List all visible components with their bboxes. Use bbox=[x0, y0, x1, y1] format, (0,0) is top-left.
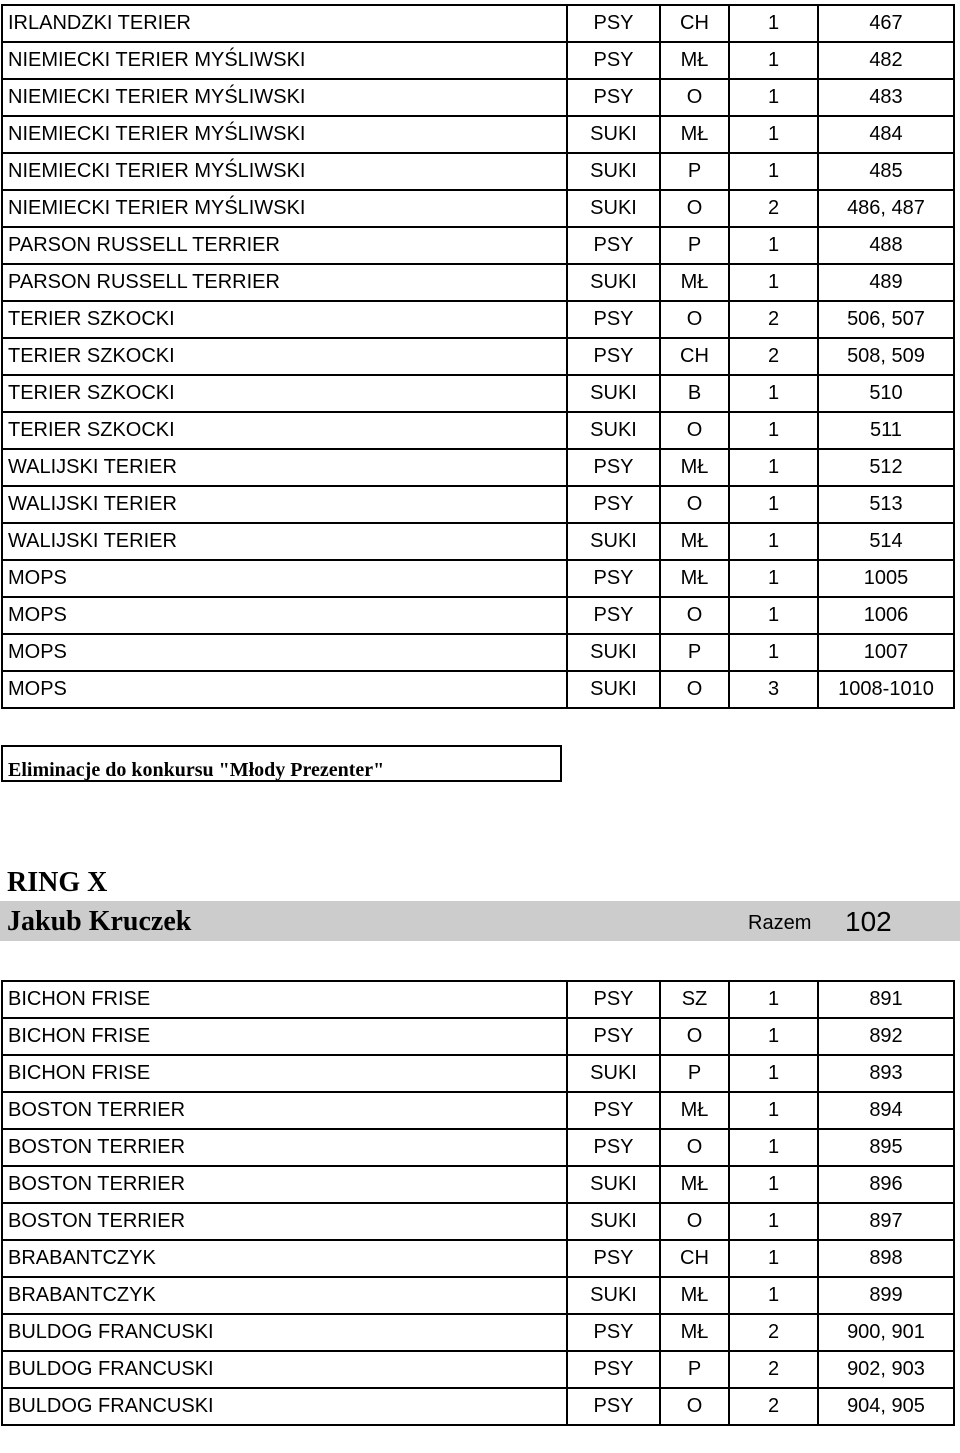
numbers-cell: 488 bbox=[818, 227, 954, 264]
class-cell: MŁ bbox=[660, 560, 729, 597]
breed-cell: MOPS bbox=[2, 597, 567, 634]
class-cell: MŁ bbox=[660, 42, 729, 79]
class-cell: O bbox=[660, 671, 729, 708]
table-row bbox=[2, 523, 954, 560]
class-cell: P bbox=[660, 634, 729, 671]
count-cell: 2 bbox=[729, 190, 818, 227]
class-cell: MŁ bbox=[660, 523, 729, 560]
count-cell: 1 bbox=[729, 1203, 818, 1240]
numbers-cell: 506, 507 bbox=[818, 301, 954, 338]
class-cell: O bbox=[660, 412, 729, 449]
total-value: 102 bbox=[845, 906, 892, 937]
numbers-cell: 486, 487 bbox=[818, 190, 954, 227]
class-cell: CH bbox=[660, 5, 729, 42]
count-cell: 1 bbox=[729, 981, 818, 1018]
table-row bbox=[2, 264, 954, 301]
breed-cell: BOSTON TERRIER bbox=[2, 1129, 567, 1166]
sex-cell: SUKI bbox=[567, 634, 660, 671]
sex-cell: SUKI bbox=[567, 1055, 660, 1092]
breed-cell: BULDOG FRANCUSKI bbox=[2, 1314, 567, 1351]
table-row bbox=[2, 79, 954, 116]
sex-cell: PSY bbox=[567, 301, 660, 338]
count-cell: 2 bbox=[729, 1314, 818, 1351]
breed-cell: TERIER SZKOCKI bbox=[2, 338, 567, 375]
numbers-cell: 894 bbox=[818, 1092, 954, 1129]
numbers-cell: 485 bbox=[818, 153, 954, 190]
class-cell: O bbox=[660, 1203, 729, 1240]
table-row bbox=[2, 5, 954, 42]
table-row bbox=[2, 1277, 954, 1314]
count-cell: 1 bbox=[729, 560, 818, 597]
class-cell: O bbox=[660, 79, 729, 116]
numbers-cell: 484 bbox=[818, 116, 954, 153]
table-row bbox=[2, 301, 954, 338]
table-row bbox=[2, 1166, 954, 1203]
table-row bbox=[2, 153, 954, 190]
count-cell: 1 bbox=[729, 227, 818, 264]
class-cell: P bbox=[660, 1055, 729, 1092]
sex-cell: SUKI bbox=[567, 671, 660, 708]
sex-cell: SUKI bbox=[567, 1203, 660, 1240]
breed-cell: NIEMIECKI TERIER MYŚLIWSKI bbox=[2, 42, 567, 79]
numbers-cell: 891 bbox=[818, 981, 954, 1018]
sex-cell: PSY bbox=[567, 560, 660, 597]
class-cell: B bbox=[660, 375, 729, 412]
sex-cell: SUKI bbox=[567, 523, 660, 560]
breed-cell: TERIER SZKOCKI bbox=[2, 301, 567, 338]
count-cell: 1 bbox=[729, 1129, 818, 1166]
count-cell: 2 bbox=[729, 338, 818, 375]
sex-cell: PSY bbox=[567, 1351, 660, 1388]
ring-title: RING X bbox=[7, 867, 108, 898]
breed-cell: NIEMIECKI TERIER MYŚLIWSKI bbox=[2, 190, 567, 227]
breed-cell: BRABANTCZYK bbox=[2, 1277, 567, 1314]
count-cell: 1 bbox=[729, 153, 818, 190]
class-cell: P bbox=[660, 1351, 729, 1388]
breed-cell: TERIER SZKOCKI bbox=[2, 412, 567, 449]
numbers-cell: 1005 bbox=[818, 560, 954, 597]
sex-cell: PSY bbox=[567, 338, 660, 375]
numbers-cell: 1007 bbox=[818, 634, 954, 671]
breed-schedule-table-2 bbox=[1, 980, 955, 1426]
count-cell: 1 bbox=[729, 1092, 818, 1129]
sex-cell: PSY bbox=[567, 5, 660, 42]
table-row bbox=[2, 1240, 954, 1277]
breed-cell: BULDOG FRANCUSKI bbox=[2, 1388, 567, 1425]
numbers-cell: 510 bbox=[818, 375, 954, 412]
class-cell: O bbox=[660, 301, 729, 338]
sex-cell: PSY bbox=[567, 79, 660, 116]
table-row bbox=[2, 1129, 954, 1166]
table-row bbox=[2, 560, 954, 597]
breed-schedule-body-1 bbox=[2, 5, 954, 708]
count-cell: 2 bbox=[729, 301, 818, 338]
count-cell: 1 bbox=[729, 1166, 818, 1203]
sex-cell: PSY bbox=[567, 1018, 660, 1055]
breed-cell: BOSTON TERRIER bbox=[2, 1166, 567, 1203]
breed-cell: BOSTON TERRIER bbox=[2, 1092, 567, 1129]
class-cell: O bbox=[660, 1018, 729, 1055]
class-cell: MŁ bbox=[660, 1277, 729, 1314]
sex-cell: PSY bbox=[567, 486, 660, 523]
breed-cell: WALIJSKI TERIER bbox=[2, 449, 567, 486]
table-row bbox=[2, 1388, 954, 1425]
table-row bbox=[2, 190, 954, 227]
count-cell: 1 bbox=[729, 79, 818, 116]
total-label: Razem bbox=[748, 912, 812, 934]
sex-cell: SUKI bbox=[567, 375, 660, 412]
breed-cell: NIEMIECKI TERIER MYŚLIWSKI bbox=[2, 116, 567, 153]
count-cell: 2 bbox=[729, 1388, 818, 1425]
count-cell: 1 bbox=[729, 597, 818, 634]
count-cell: 1 bbox=[729, 523, 818, 560]
breed-cell: BICHON FRISE bbox=[2, 1018, 567, 1055]
breed-cell: BULDOG FRANCUSKI bbox=[2, 1351, 567, 1388]
numbers-cell: 900, 901 bbox=[818, 1314, 954, 1351]
breed-cell: BOSTON TERRIER bbox=[2, 1203, 567, 1240]
numbers-cell: 902, 903 bbox=[818, 1351, 954, 1388]
breed-cell: IRLANDZKI TERIER bbox=[2, 5, 567, 42]
breed-schedule-body-2 bbox=[2, 981, 954, 1425]
table-row bbox=[2, 634, 954, 671]
table-row bbox=[2, 1351, 954, 1388]
judge-name: Jakub Kruczek bbox=[7, 906, 192, 937]
sex-cell: SUKI bbox=[567, 1166, 660, 1203]
sex-cell: SUKI bbox=[567, 190, 660, 227]
breed-cell: MOPS bbox=[2, 671, 567, 708]
numbers-cell: 489 bbox=[818, 264, 954, 301]
numbers-cell: 1008-1010 bbox=[818, 671, 954, 708]
sex-cell: SUKI bbox=[567, 116, 660, 153]
sex-cell: SUKI bbox=[567, 1277, 660, 1314]
table-row bbox=[2, 412, 954, 449]
sex-cell: PSY bbox=[567, 227, 660, 264]
sex-cell: SUKI bbox=[567, 264, 660, 301]
breed-cell: NIEMIECKI TERIER MYŚLIWSKI bbox=[2, 153, 567, 190]
numbers-cell: 467 bbox=[818, 5, 954, 42]
table-row bbox=[2, 42, 954, 79]
class-cell: O bbox=[660, 190, 729, 227]
class-cell: SZ bbox=[660, 981, 729, 1018]
table-row bbox=[2, 1018, 954, 1055]
sex-cell: PSY bbox=[567, 449, 660, 486]
numbers-cell: 513 bbox=[818, 486, 954, 523]
count-cell: 3 bbox=[729, 671, 818, 708]
sex-cell: SUKI bbox=[567, 412, 660, 449]
numbers-cell: 893 bbox=[818, 1055, 954, 1092]
table-row bbox=[2, 116, 954, 153]
table-row bbox=[2, 1314, 954, 1351]
numbers-cell: 1006 bbox=[818, 597, 954, 634]
class-cell: CH bbox=[660, 1240, 729, 1277]
numbers-cell: 899 bbox=[818, 1277, 954, 1314]
numbers-cell: 897 bbox=[818, 1203, 954, 1240]
judge-bar bbox=[0, 901, 960, 941]
count-cell: 1 bbox=[729, 5, 818, 42]
class-cell: O bbox=[660, 1129, 729, 1166]
numbers-cell: 892 bbox=[818, 1018, 954, 1055]
sex-cell: SUKI bbox=[567, 153, 660, 190]
class-cell: O bbox=[660, 1388, 729, 1425]
table-row bbox=[2, 1203, 954, 1240]
count-cell: 1 bbox=[729, 1018, 818, 1055]
class-cell: MŁ bbox=[660, 116, 729, 153]
numbers-cell: 896 bbox=[818, 1166, 954, 1203]
table-row bbox=[2, 1055, 954, 1092]
breed-cell: WALIJSKI TERIER bbox=[2, 486, 567, 523]
class-cell: MŁ bbox=[660, 449, 729, 486]
class-cell: O bbox=[660, 486, 729, 523]
table-row bbox=[2, 227, 954, 264]
sex-cell: PSY bbox=[567, 1092, 660, 1129]
numbers-cell: 482 bbox=[818, 42, 954, 79]
table-row bbox=[2, 671, 954, 708]
count-cell: 1 bbox=[729, 116, 818, 153]
count-cell: 1 bbox=[729, 42, 818, 79]
count-cell: 1 bbox=[729, 449, 818, 486]
count-cell: 1 bbox=[729, 412, 818, 449]
breed-cell: BICHON FRISE bbox=[2, 1055, 567, 1092]
sex-cell: PSY bbox=[567, 597, 660, 634]
breed-cell: WALIJSKI TERIER bbox=[2, 523, 567, 560]
table-row bbox=[2, 1092, 954, 1129]
breed-cell: PARSON RUSSELL TERRIER bbox=[2, 264, 567, 301]
table-row bbox=[2, 375, 954, 412]
sex-cell: PSY bbox=[567, 1314, 660, 1351]
class-cell: P bbox=[660, 153, 729, 190]
breed-cell: NIEMIECKI TERIER MYŚLIWSKI bbox=[2, 79, 567, 116]
sex-cell: PSY bbox=[567, 981, 660, 1018]
elimination-note: Eliminacje do konkursu "Młody Prezenter" bbox=[1, 745, 562, 782]
numbers-cell: 904, 905 bbox=[818, 1388, 954, 1425]
class-cell: CH bbox=[660, 338, 729, 375]
class-cell: P bbox=[660, 227, 729, 264]
breed-cell: BICHON FRISE bbox=[2, 981, 567, 1018]
table-row bbox=[2, 597, 954, 634]
sex-cell: PSY bbox=[567, 1240, 660, 1277]
breed-cell: PARSON RUSSELL TERRIER bbox=[2, 227, 567, 264]
numbers-cell: 508, 509 bbox=[818, 338, 954, 375]
class-cell: MŁ bbox=[660, 1314, 729, 1351]
sex-cell: PSY bbox=[567, 42, 660, 79]
class-cell: O bbox=[660, 597, 729, 634]
table-row bbox=[2, 449, 954, 486]
numbers-cell: 483 bbox=[818, 79, 954, 116]
class-cell: MŁ bbox=[660, 264, 729, 301]
count-cell: 2 bbox=[729, 1351, 818, 1388]
breed-cell: MOPS bbox=[2, 634, 567, 671]
count-cell: 1 bbox=[729, 634, 818, 671]
table-row bbox=[2, 486, 954, 523]
count-cell: 1 bbox=[729, 1277, 818, 1314]
breed-cell: MOPS bbox=[2, 560, 567, 597]
count-cell: 1 bbox=[729, 1055, 818, 1092]
table-row bbox=[2, 338, 954, 375]
sex-cell: PSY bbox=[567, 1129, 660, 1166]
breed-schedule-table-1 bbox=[1, 4, 955, 709]
class-cell: MŁ bbox=[660, 1166, 729, 1203]
numbers-cell: 514 bbox=[818, 523, 954, 560]
count-cell: 1 bbox=[729, 486, 818, 523]
table-row bbox=[2, 981, 954, 1018]
count-cell: 1 bbox=[729, 1240, 818, 1277]
class-cell: MŁ bbox=[660, 1092, 729, 1129]
numbers-cell: 512 bbox=[818, 449, 954, 486]
numbers-cell: 898 bbox=[818, 1240, 954, 1277]
breed-cell: BRABANTCZYK bbox=[2, 1240, 567, 1277]
count-cell: 1 bbox=[729, 264, 818, 301]
breed-cell: TERIER SZKOCKI bbox=[2, 375, 567, 412]
numbers-cell: 895 bbox=[818, 1129, 954, 1166]
sex-cell: PSY bbox=[567, 1388, 660, 1425]
numbers-cell: 511 bbox=[818, 412, 954, 449]
count-cell: 1 bbox=[729, 375, 818, 412]
